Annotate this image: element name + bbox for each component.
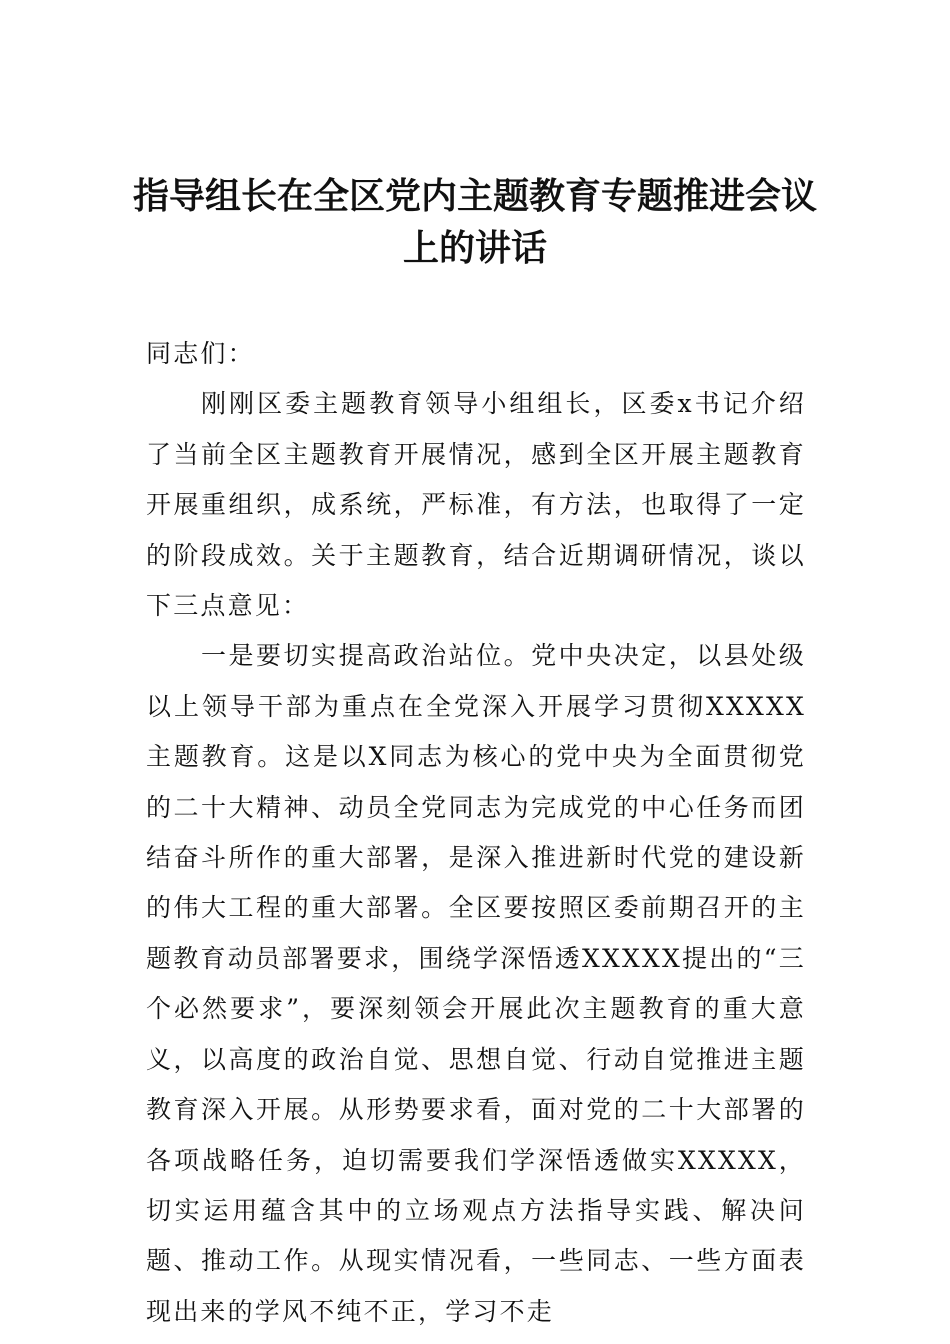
document-body bbox=[146, 329, 806, 1337]
salutation: 同志们： bbox=[146, 339, 255, 368]
document-title: 指导组长在全区党内主题教育专题推进会议上的讲话 bbox=[132, 175, 817, 269]
paragraph-point-one: 一是要切实提高政治站位。党中央决定，以县处级以上领导干部为重点在全党深入开展学习贯彻XXXXX主题教育。这是以X同志为核心的党中央为全面贯彻党的二十大精神、动员全党同志为完成党的中心任务而团结奋斗所作的重大部署，是深入推进新时代党的建设新的伟大工程的重大部署。全区要按照区委前期召开的主题教育动员部署要求，围绕学深悟透XXXXX提出的“三个必然要求”，要深刻领会开展此次主题教育的重大意义，以高度的政治自觉、思想自觉、行动自觉推进主题教育深入开展。从形势要求看，面对党的二十大部署的各项战略任务，迫切需要我们学深悟透做实XXXXX，切实运用蕴含其中的立场观点方法指导实践、解决问题、推动工作。从现实情况看，一些同志、一些方面表现出来的学风不纯不正，学习不走 bbox=[146, 641, 806, 1326]
paragraph-intro: 刚刚区委主题教育领导小组组长，区委x书记介绍了当前全区主题教育开展情况，感到全区开展主题教育开展重组织，成系统，严标准，有方法，也取得了一定的阶段成效。关于主题教育，结合近期调研情况，谈以下三点意见： bbox=[146, 389, 806, 621]
